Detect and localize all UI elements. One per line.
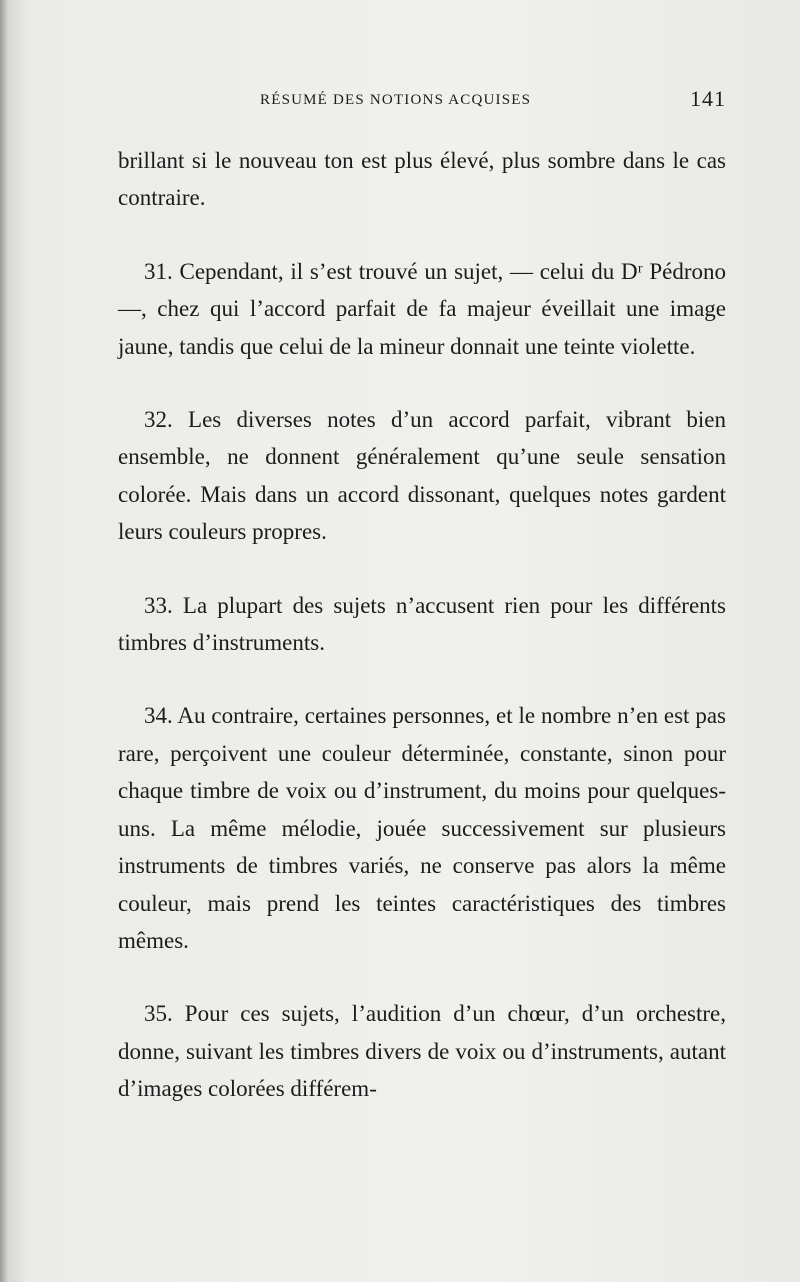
page-number: 141 (690, 86, 726, 111)
paragraph-31: 31. Cependant, il s’est trouvé un sujet, — celui du Dʳ Pédrono —, chez qui l’accord parfait de fa majeur éveillait une image jaune, tandis que celui de la mineur donnait une teinte violette. (118, 258, 726, 359)
paragraph-continuation: brillant si le nouveau ton est plus élevé, plus sombre dans le cas contraire. (118, 148, 726, 211)
paragraph-33: 33. La plupart des sujets n’accusent rien pour les différents timbres d’instruments. (118, 592, 726, 656)
paragraph-35: 35. Pour ces sujets, l’audition d’un chœur, d’un orchestre, donne, suivant les timbres divers de voix ou d’instruments, autant d’images colorées différem- (118, 1001, 726, 1102)
paragraph-32: 32. Les diverses notes d’un accord parfait, vibrant bien ensemble, ne donnent généralement qu’une seule sensation colorée. Mais dans un accord dissonant, quelques notes gardent leurs couleurs propres. (118, 407, 726, 545)
page-header (118, 86, 726, 116)
paragraph-34: 34. Au contraire, certaines personnes, et le nombre n’en est pas rare, perçoivent une couleur déterminée, constante, sinon pour chaque timbre de voix ou d’instrument, du moins pour quelques-uns. La même mélodie, jouée successivement sur plusieurs instruments de timbres variés, ne conserve pas alors la même couleur, mais prend les teintes caractéristiques des timbres mêmes. (118, 703, 726, 953)
page-edge-shadow (0, 0, 8, 1282)
body-text (118, 142, 726, 1108)
running-title: RÉSUMÉ DES NOTIONS ACQUISES (260, 92, 532, 108)
